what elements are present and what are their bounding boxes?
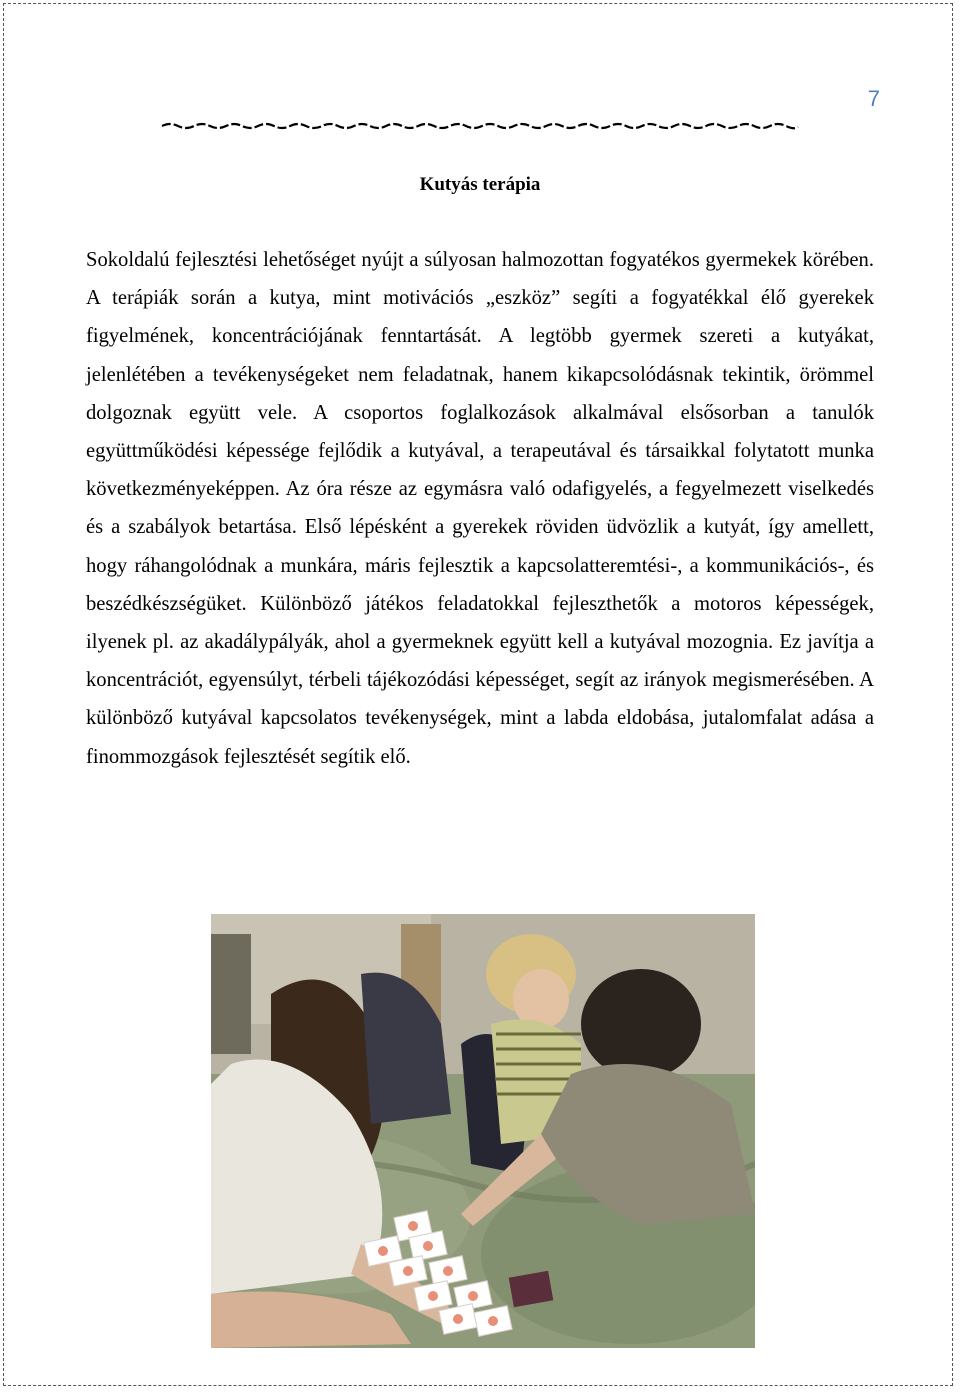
page-number: 7 <box>867 86 880 111</box>
therapy-photo <box>211 914 755 1348</box>
body-paragraph: Sokoldalú fejlesztési lehetőséget nyújt a súlyosan halmozottan fogyatékos gyermekek körében. A terápiák során a kutya, mint motivációs „eszköz” segíti a fogyatékkal élő gyerekek figyelmének, koncentrációjának fenntartását. A legtöbb gyermek szereti a kutyákat, jelenlétében a tevékenységeket nem feladatnak, hanem kikapcsolódásnak tekintik, örömmel dolgoznak együtt vele. A csoportos foglalkozások alkalmával elsősorban a tanulók együttműködési képessége fejlődik a kutyával, a terapeutával és társaikkal folytatott munka következményeképpen. Az óra része az egymásra való odafigyelés, a fegyelmezett viselkedés és a szabályok betartása. Első lépésként a gyerekek röviden üdvözlik a kutyát, így amellett, hogy ráhangolódnak a munkára, máris fejlesztik a kapcsolatteremtési-, a kommunikációs-, és beszédkészségüket. Különböző játékos feladatokkal fejleszthetők a motoros képességek, ilyenek pl. az akadálypályák, ahol a gyermeknek együtt kell a kutyával mozognia. Ez javítja a koncentrációt, egyensúlyt, térbeli tájékozódási képességet, segít az irányok megismerésében. A különböző kutyával kapcsolatos tevékenységek, mint a labda eldobása, jutalomfalat adása a finommozgások fejlesztését segítik elő. <box>86 249 874 768</box>
section-heading: Kutyás terápia <box>419 174 541 195</box>
decorative-divider <box>160 118 800 132</box>
